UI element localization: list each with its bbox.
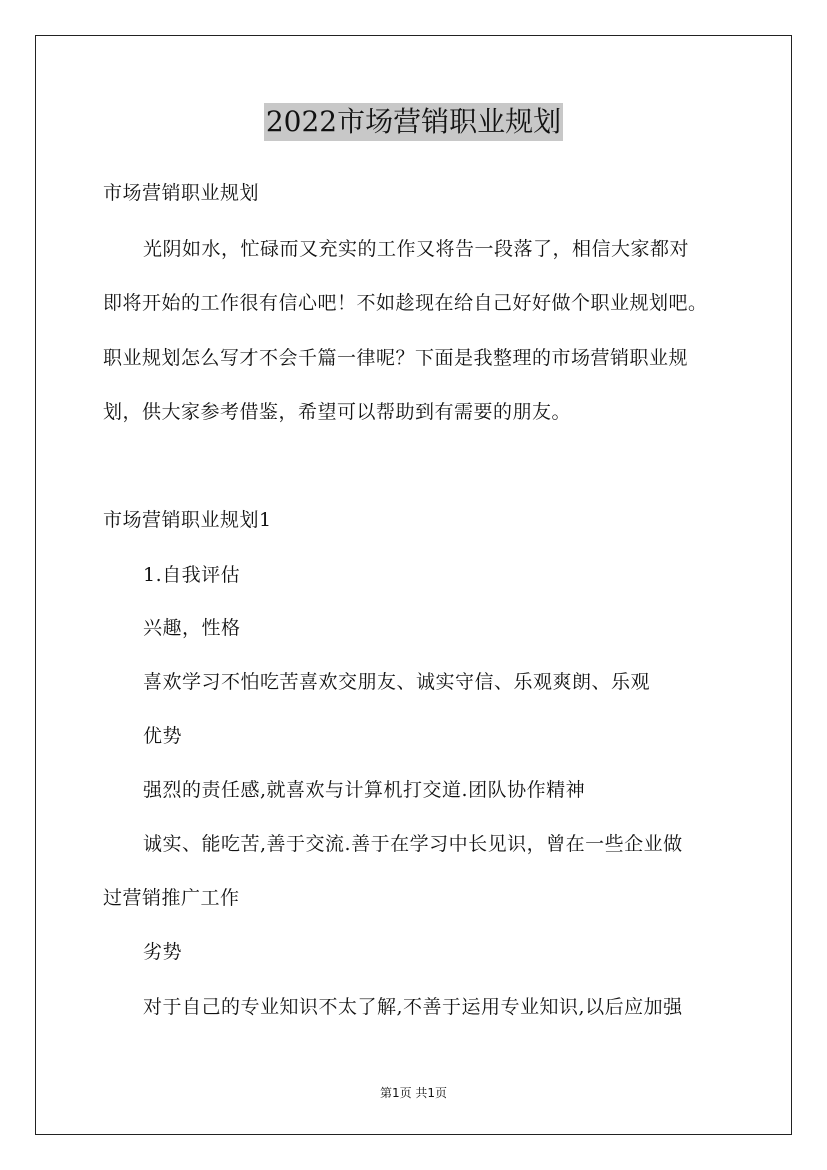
paragraph-line: 对于自己的专业知识不太了解,不善于运用专业知识,以后应加强	[143, 996, 683, 1018]
subheading: 1.自我评估	[143, 564, 241, 586]
paragraph-line: 即将开始的工作很有信心吧！不如趁现在给自己好好做个职业规划吧。	[103, 292, 708, 314]
subheading: 兴趣，性格	[143, 617, 241, 639]
section-heading: 市场营销职业规划1	[103, 509, 272, 531]
page-footer: 第1页 共1页	[379, 1086, 448, 1100]
document-title-wrapper	[0, 103, 827, 141]
paragraph-line: 强烈的责任感,就喜欢与计算机打交道.团队协作精神	[143, 779, 586, 801]
subheading: 劣势	[143, 941, 183, 963]
section-heading: 市场营销职业规划	[103, 182, 260, 204]
paragraph-line: 过营销推广工作	[103, 887, 240, 909]
paragraph-line: 诚实、能吃苦,善于交流.善于在学习中长见识，曾在一些企业做	[143, 833, 683, 855]
document-title: 2022市场营销职业规划	[264, 103, 563, 141]
paragraph-line: 职业规划怎么写才不会千篇一律呢？下面是我整理的市场营销职业规	[103, 347, 689, 369]
subheading: 优势	[143, 725, 183, 747]
paragraph-line: 划，供大家参考借鉴，希望可以帮助到有需要的朋友。	[103, 401, 572, 423]
paragraph-line: 喜欢学习不怕吃苦喜欢交朋友、诚实守信、乐观爽朗、乐观	[143, 671, 651, 693]
paragraph-line: 光阴如水，忙碌而又充实的工作又将告一段落了，相信大家都对	[143, 238, 690, 260]
